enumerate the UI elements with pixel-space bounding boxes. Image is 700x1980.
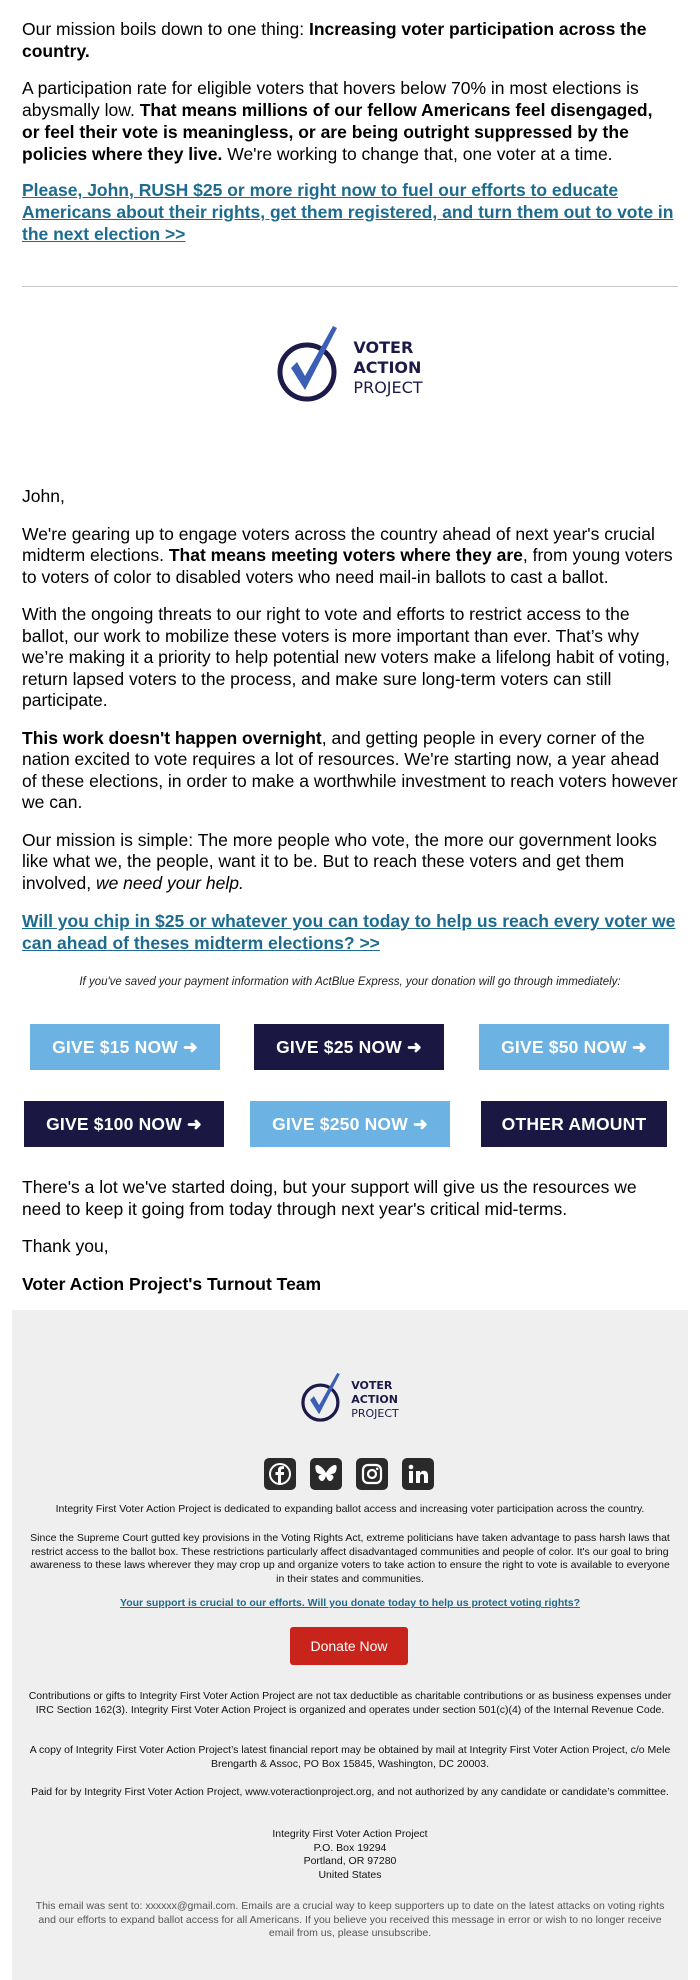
give-100-button[interactable]: GIVE $100 NOW ➜ <box>24 1101 224 1147</box>
checkmark-circle-logo-icon <box>277 322 345 414</box>
address-po-box: P.O. Box 19294 <box>313 1841 387 1854</box>
address-country: United States <box>318 1868 382 1881</box>
actblue-express-note: If you've saved your payment information with ActBlue Express, your donation will go through immediately: <box>79 976 621 988</box>
footer-logo-voter: VOTER <box>351 1379 393 1392</box>
give-25-button[interactable]: GIVE $25 NOW ➜ <box>254 1024 444 1070</box>
footer-logo-action: ACTION <box>351 1393 398 1406</box>
participation-bold: That means millions of our fellow Americans feel disengaged, or feel their vote is meaningless, or are being outright suppressed by the policies where they live. <box>22 100 653 164</box>
signature: Voter Action Project's Turnout Team <box>22 1273 322 1294</box>
letter-paragraph-2: With the ongoing threats to our right to vote and efforts to restrict access to the ballot, our work to mobilize these voters is more important than ever. That’s why we’re making it a priority to help potential new voters make a lifelong habit of voting, return lapsed voters to the process, and make sure long-term voters can still participate. <box>22 604 670 710</box>
p1-end: , from young voters to voters of color to disabled voters who need mail-in ballots to cast a ballot. <box>22 545 673 587</box>
footer-address <box>26 1828 674 1882</box>
footer-logo <box>12 1370 688 1430</box>
footer-logo-project: PROJECT <box>351 1407 399 1420</box>
p4-text: Our mission is simple: The more people who vote, the more our government looks like what we, the people, want it to be. But to reach these voters and get them involved, <box>22 829 657 893</box>
rush-donate-link[interactable]: Please, John, RUSH $25 or more right now to fuel our efforts to educate Americans about their rights, get them registered, and turn them out to vote in the next election >> <box>22 180 674 244</box>
p3-text: , and getting people in every corner of the nation excited to vote requires a lot of resources. We're starting now, a year ahead of these elections, in order to make a worthwhile investment to reach voters however we can. <box>22 727 678 812</box>
mission-paragraph <box>22 18 674 62</box>
header-logo <box>0 322 700 414</box>
p4-italic: we need your help. <box>95 872 244 893</box>
intro-section <box>22 18 674 245</box>
p1-text: We're gearing up to engage voters across the country ahead of next year's crucial midterm elections. <box>22 523 655 565</box>
footer-logo-wordmark <box>351 1379 399 1421</box>
facebook-icon[interactable] <box>264 1458 296 1490</box>
thanks: Thank you, <box>22 1236 109 1256</box>
footer-checkmark-logo-icon <box>301 1370 345 1430</box>
letter-paragraph-3 <box>22 728 678 814</box>
footer-support-link[interactable]: Your support is crucial to our efforts. Will you donate today to help us protect voting rights? <box>120 1597 580 1609</box>
letter-paragraph-1 <box>22 524 678 589</box>
letter-body <box>22 486 678 954</box>
letter-paragraph-4 <box>22 830 678 895</box>
participation-paragraph <box>22 77 674 165</box>
address-city: Portland, OR 97280 <box>303 1855 397 1867</box>
chip-in-link[interactable]: Will you chip in $25 or whatever you can today to help us reach every voter we can ahead of theses midterm elections? >> <box>22 911 676 953</box>
donate-now-button[interactable]: Donate Now <box>290 1627 408 1665</box>
address-org: Integrity First Voter Action Project <box>272 1828 428 1840</box>
closing-section <box>22 1177 678 1295</box>
logo-line-project: PROJECT <box>353 378 423 397</box>
closing-paragraph: There's a lot we've started doing, but your support will give us the resources we need to keep it going from today through next year's critical mid-terms. <box>22 1177 637 1219</box>
divider <box>22 286 678 287</box>
footer <box>12 1310 688 1980</box>
mission-bold: Increasing voter participation across the country. <box>22 19 647 61</box>
footer-vra-paragraph: Since the Supreme Court gutted key provisions in the Voting Rights Act, extreme politicians have taken advantage to pass harsh laws that restrict access to the ballot box. These restrictions particularly affect disadvantaged communities and people of color. It's our goal to bring awareness to these laws wherever they may crop up and organize voters to take action to ensure the right to vote is available to everyone in their states and communities. <box>30 1532 670 1585</box>
mission-text: Our mission boils down to one thing: <box>22 19 309 39</box>
footer-financial-report: A copy of Integrity First Voter Action Project’s latest financial report may be obtained by mail at Integrity First Voter Action Project, c/o Mele Brengarth & Assoc, PO Box 15845, Washington, DC 20003. <box>29 1744 671 1770</box>
instagram-icon[interactable] <box>356 1458 388 1490</box>
logo-line-action: ACTION <box>353 358 422 377</box>
other-amount-button[interactable]: OTHER AMOUNT <box>481 1101 667 1147</box>
p1-bold: That means meeting voters where they are <box>168 545 523 565</box>
footer-paid-for: Paid for by Integrity First Voter Action Project, www.voteractionproject.org, and not authorized by any candidate or candidate’s committee. <box>31 1786 669 1798</box>
bluesky-icon[interactable] <box>310 1458 342 1490</box>
give-15-button[interactable]: GIVE $15 NOW ➜ <box>30 1024 220 1070</box>
give-50-button[interactable]: GIVE $50 NOW ➜ <box>479 1024 669 1070</box>
greeting: John, <box>22 486 65 506</box>
footer-sent-notice: This email was sent to: xxxxxx@gmail.com. Emails are a crucial way to keep supporters up to date on the latest attacks on voting rights and our efforts to expand ballot access for all Americans. If you believe you received this message in error or wish to no longer receive email from us, please unsubscribe. <box>35 1900 665 1939</box>
participation-end: We're working to change that, one voter at a time. <box>222 144 613 164</box>
linkedin-icon[interactable] <box>402 1458 434 1490</box>
participation-text: A participation rate for eligible voters that hovers below 70% in most elections is abysmally low. <box>22 78 639 120</box>
footer-tagline: Integrity First Voter Action Project is dedicated to expanding ballot access and increasing voter participation across the country. <box>55 1503 645 1515</box>
logo-line-voter: VOTER <box>353 338 414 357</box>
logo-wordmark <box>353 338 422 398</box>
p3-bold: This work doesn't happen overnight <box>22 727 322 748</box>
footer-tax-disclaimer: Contributions or gifts to Integrity First Voter Action Project are not tax deductible as charitable contributions or as business expenses under IRC Section 162(3). Integrity First Voter Action Project is organized and operates under section 501(c)(4) of the Internal Revenue Code. <box>28 1690 672 1716</box>
give-250-button[interactable]: GIVE $250 NOW ➜ <box>250 1101 450 1147</box>
